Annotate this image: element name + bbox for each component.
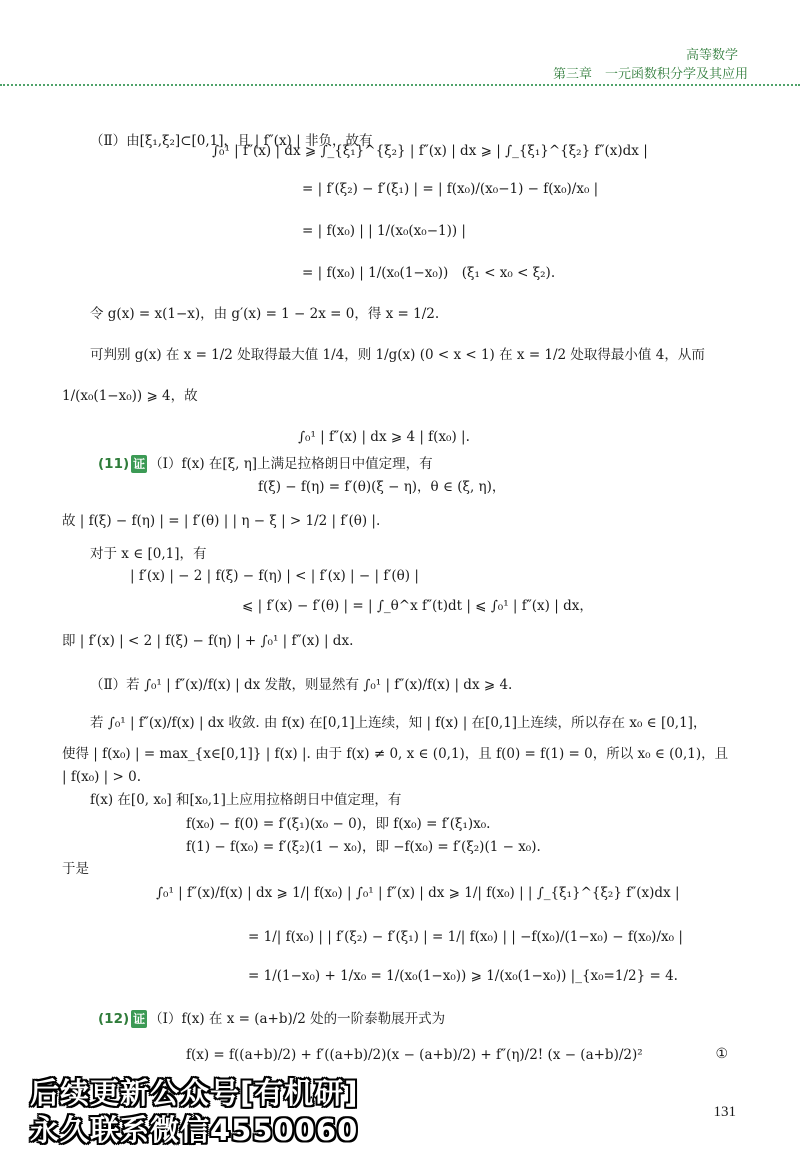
text-line: ∫₀¹ | f″(x) | dx ⩾ 4 | f(x₀) |.: [298, 429, 470, 445]
text-line: f(x₀) − f(0) = f′(ξ₁)(x₀ − 0)，即 f(x₀) = f′(ξ₁)x₀.: [186, 816, 491, 832]
text-line: （Ⅱ）由[ξ₁,ξ₂]⊂[0,1]，且 | f″(x) | 非负，故有: [90, 133, 373, 149]
text-line: 即 | f′(x) | < 2 | f(ξ) − f(η) | + ∫₀¹ | f″(x) | dx.: [62, 633, 354, 649]
text-line: = 1/| f(x₀) | | f′(ξ₂) − f′(ξ₁) | = 1/| f(x₀) | | −f(x₀)/(1−x₀) − f(x₀)/x₀ |: [248, 929, 683, 945]
header-divider: [0, 84, 800, 86]
proof-badge: 证: [133, 457, 146, 471]
text-line: ⩽ | f′(x) − f′(θ) | = | ∫_θ^x f″(t)dt | ⩽ ∫₀¹ | f″(x) | dx，: [242, 598, 593, 614]
text-line: = | f(x₀) | | 1/(x₀(x₀−1)) |: [302, 223, 466, 239]
text-line: 1/(x₀(1−x₀)) ⩾ 4，故: [62, 388, 198, 404]
text-line: = 1/(1−x₀) + 1/x₀ = 1/(x₀(1−x₀)) ⩾ 1/(x₀(1−x₀)) |_{x₀=1/2} = 4.: [248, 968, 678, 984]
problem-number: (12): [98, 1011, 130, 1027]
proof-badge: 证: [133, 1012, 146, 1026]
text-line: = | f′(ξ₂) − f′(ξ₁) | = | f(x₀)/(x₀−1) − f(x₀)/x₀ |: [302, 181, 599, 197]
text-line: 对于 x ∈ [0,1]，有: [90, 546, 207, 562]
text-line: ∫₀¹ | f″(x) | dx ⩾ ∫_{ξ₁}^{ξ₂} | f″(x) | dx ⩾ | ∫_{ξ₁}^{ξ₂} f″(x)dx |: [212, 143, 648, 159]
text-line: ∫₀¹ | f″(x)/f(x) | dx ⩾ 1/| f(x₀) | ∫₀¹ | f″(x) | dx ⩾ 1/| f(x₀) | | ∫_{ξ₁}^{ξ₂} f″(x)dx |: [156, 885, 680, 901]
text-line: f(x) 在[0, x₀] 和[x₀,1]上应用拉格朗日中值定理，有: [90, 792, 402, 808]
text-line: 使得 | f(x₀) | = max_{x∈[0,1]} | f(x) |. 由于 f(x) ≠ 0, x ∈ (0,1)，且 f(0) = f(1) = 0，所以 x₀ ∈ (0,1)，且: [62, 746, 729, 762]
equation-number: ①: [715, 1046, 728, 1062]
text-line: 可判别 g(x) 在 x = 1/2 处取得最大值 1/4，则 1/g(x) (0 < x < 1) 在 x = 1/2 处取得最小值 4，从而: [90, 347, 705, 363]
text-line: = | f(x₀) | 1/(x₀(1−x₀)) (ξ₁ < x₀ < ξ₂).: [302, 265, 556, 281]
book-title: 高等数学: [685, 48, 738, 63]
text-line: f(ξ) − f(η) = f′(θ)(ξ − η)，θ ∈ (ξ, η)，: [258, 479, 506, 495]
page-number: 131: [713, 1104, 736, 1120]
text-line: 故 | f(ξ) − f(η) | = | f′(θ) | | η − ξ | > 1/2 | f′(θ) |.: [62, 513, 381, 529]
text-line: f(x) = f((a+b)/2) + f′((a+b)/2)(x − (a+b)/2) + f″(η)/2! (x − (a+b)/2)²: [186, 1047, 643, 1063]
problem-number: (11): [98, 456, 130, 472]
watermark-line-1: 后续更新公众号[有机研]: [30, 1076, 359, 1110]
text-line: 于是: [62, 861, 89, 877]
text-line: 令 g(x) = x(1−x)，由 g′(x) = 1 − 2x = 0，得 x = 1/2.: [90, 306, 440, 322]
section-text: （Ⅰ）f(x) 在[ξ, η]上满足拉格朗日中值定理，有: [149, 456, 433, 472]
text-line: | f′(x) | − 2 | f(ξ) − f(η) | < | f′(x) | − | f′(θ) |: [130, 568, 419, 584]
chapter-title: 第三章 一元函数积分学及其应用: [552, 67, 748, 82]
text-line: f(1) − f(x₀) = f′(ξ₂)(1 − x₀)，即 −f(x₀) = f′(ξ₂)(1 − x₀).: [186, 839, 541, 855]
proof-section-heading: [98, 455, 433, 473]
watermark-line-2: 永久联系微信4550060: [30, 1113, 359, 1147]
text-line: | f(x₀) | > 0.: [62, 769, 142, 785]
text-line: （Ⅱ）若 ∫₀¹ | f″(x)/f(x) | dx 发散，则显然有 ∫₀¹ | f″(x)/f(x) | dx ⩾ 4.: [90, 677, 513, 693]
section-text: （Ⅰ）f(x) 在 x = (a+b)/2 处的一阶泰勒展开式为: [149, 1011, 446, 1027]
proof-section-heading: [98, 1010, 445, 1028]
text-line: 若 ∫₀¹ | f″(x)/f(x) | dx 收敛. 由 f(x) 在[0,1]上连续，知 | f(x) | 在[0,1]上连续，所以存在 x₀ ∈ [0,1]，: [90, 715, 707, 731]
